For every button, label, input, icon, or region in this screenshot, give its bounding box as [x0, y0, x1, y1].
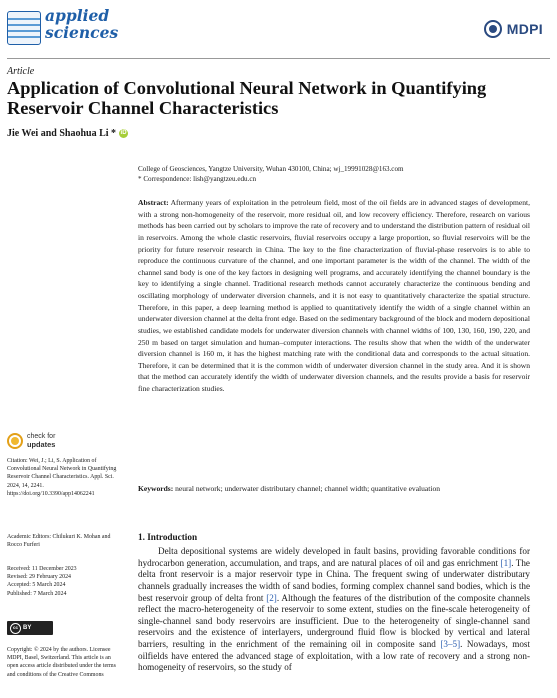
journal-name-line2: sciences: [45, 23, 119, 42]
abstract-text: Aftermany years of exploitation in the petroleum field, most of the oil fields are in advanced stages of development, with a strong non-homogeneity of the reservoir, more residual oil, and low recovery efficiency. Therefore, research on various methods has been carried out by scholars to improve the rate of recovery and to understand the distribution pattern of residual oil in reservoirs. Among the whole clastic reservoirs, fluvial reservoirs occupy a large proportion, so fluvial reservoirs will be the priority for future reservoir research in China. The key to the fine characterization of fluvial-phase reservoirs is to able to reproduce the continuous curvature of the channel, and one important parameter is the width of the channel. The width of the channel sand body is one of the key factors in designing well programs, and accurately identifying the channel boundary is the key to identifying a single channel. Traditional research methods cannot accurately characterize the continuous bending and oscillating morphology of underwater diversion channels, and it is not easy to quantitatively characterize the spatial structure. Therefore, in this paper, a deep learning method is applied to quantitatively identify the width of a single channel within an underwater diversion channel at the delta front edge. Based on the sedimentary background of the block and modern depositional studies, we established candidate models for underwater diversion channels with channel widths of 100, 130, 160, 190, 220, and 250 m based on target simulation and human–computer interactions. The results show that when the width of the underwater diversion channel is 160 m, it has the highest matching rate with the conditional data and corresponds to the actual situation. Therefore, it can be determined that it is the common width of underwater diversion channel in the study area. And it is shown that the method can accurately identify the width of underwater diversion channels, and the results provide a basis for reservoir fine characterization studies.: [138, 198, 530, 393]
date-accepted: Accepted: 5 March 2024: [7, 582, 66, 589]
keywords: [138, 483, 533, 494]
academic-editors: Academic Editors: Chilukuri K. Mohan and Rocco Furferi: [7, 534, 111, 549]
keywords-text: neural network; underwater distributary channel; channel width; quantitative evaluation: [175, 484, 440, 493]
reference-link[interactable]: [2]: [266, 592, 277, 603]
authors: Jie Wei and Shaohua Li *: [7, 128, 117, 139]
check-updates-icon: [7, 433, 23, 449]
abstract-label: Abstract:: [138, 198, 169, 207]
check-for-updates-button[interactable]: [7, 433, 55, 449]
affiliation-1: College of Geosciences, Yangtze University, Wuhan 430100, China; wj_19991028@163.com: [138, 165, 404, 173]
header-rule: [7, 58, 550, 59]
keywords-label: Keywords:: [138, 484, 174, 493]
creative-commons-license-icon[interactable]: [7, 621, 53, 635]
article-type: Article: [7, 66, 35, 77]
intro-text-1: Delta depositional systems are widely developed in fault basins, providing favorable conditions for hydrocarbon generation, accumulation, and traps, and are natural places of oil and gas enrichment: [138, 546, 530, 568]
introduction-paragraph: [138, 546, 530, 674]
intro-text-4: . Nowadays, most oilfields have entered the advanced stage of exploitation, with a low rate of recovery and a strong non-homogeneity of reservoirs, so the study of: [138, 639, 530, 673]
intro-text-2: . The delta front reservoir is a major reservoir type in China. The frequent swing of underwater distributary channels gradually increases the width of sand bodies, forming complex channel sand bodies, which is the best reservoir group of delta front: [138, 557, 530, 603]
orcid-icon[interactable]: iD: [120, 130, 127, 136]
reference-link[interactable]: [3–5]: [440, 639, 461, 649]
citation-block: Citation: Wei, J.; Li, S. Application of Convolutional Neural Network in Quantifying Reservoir Channel Characteristics. Appl. Sci. 2024, 14, 2241. https://doi.org/10.3390/app14062241: [7, 458, 117, 497]
updates-line1: check for: [27, 433, 56, 440]
abstract: [138, 197, 530, 395]
publisher-name: MDPI: [506, 21, 543, 37]
intro-text-3: . Although the features of the distribution of the composite channels reflect the macro-heterogeneity of the reservoir to some extent, studies on the fine-scale heterogeneity of single-channel sand body reservoirs are insufficient. Due to the heterogeneity of single-channel sand reservoirs and the existence of interlayers, underground fluid flow is blocked by vertical and lateral barriers, resulting in the enrichment of the remaining oil in composite sand: [138, 592, 530, 649]
publisher-logo: [484, 18, 543, 40]
section-heading-introduction: 1. Introduction: [138, 532, 198, 542]
correspondence: * Correspondence: lish@yangtzeu.edu.cn: [138, 175, 257, 183]
journal-logo: [7, 7, 127, 53]
date-received: Received: 11 December 2023: [7, 566, 77, 572]
cc-icon: cc: [10, 623, 21, 634]
copyright-notice: Copyright: © 2024 by the authors. Licensee MDPI, Basel, Switzerland. This article is an open access article distributed under the terms and conditions of the Creative Commons: [7, 647, 116, 678]
date-revised: Revised: 29 February 2024: [7, 574, 71, 581]
author-list: [7, 128, 128, 139]
date-published: Published: 7 March 2024: [7, 590, 67, 597]
mdpi-mark-icon: [484, 20, 502, 38]
journal-logo-mark: [7, 11, 41, 45]
license-badge-text: BY: [23, 625, 32, 631]
publication-dates: [7, 565, 123, 598]
journal-name-line1: applied: [45, 6, 110, 25]
affiliations: [138, 164, 548, 184]
reference-link[interactable]: [1]: [500, 557, 512, 568]
article-title: Application of Convolutional Neural Network in Quantifying Reservoir Channel Characteristics: [7, 78, 487, 118]
updates-line2: updates: [27, 440, 56, 449]
